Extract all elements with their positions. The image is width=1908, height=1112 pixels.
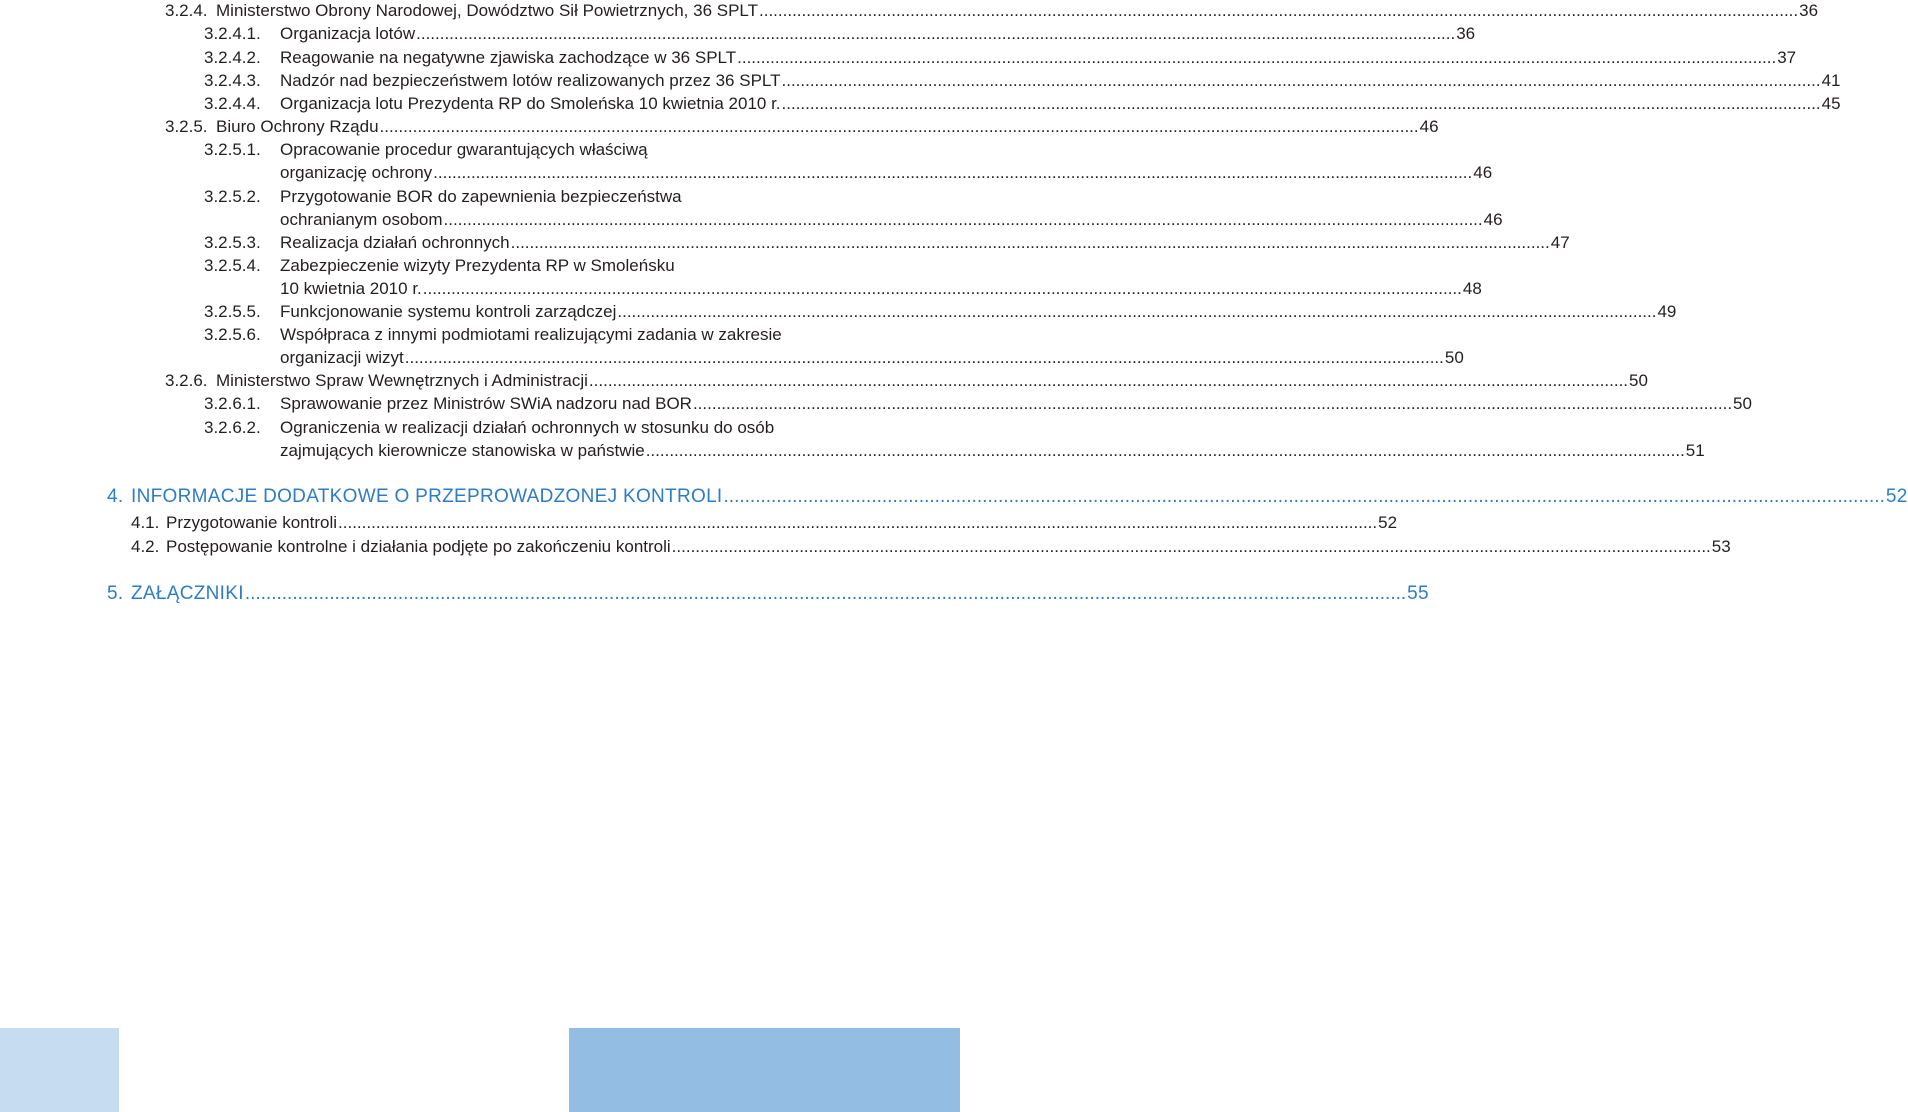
- toc-entry-page: 37: [1777, 48, 1797, 67]
- toc-entry-number: 3.2.5.2.: [204, 187, 261, 206]
- toc-entry-number: 3.2.4.1.: [204, 24, 261, 43]
- toc-entry-title: Ministerstwo Spraw Wewnętrznych i Administracji: [216, 371, 588, 390]
- toc-entry-title: Organizacja lotów: [280, 24, 416, 43]
- toc-entry-title-line1: Współpraca z innymi podmiotami realizującymi zadania w zakresie: [280, 325, 782, 344]
- toc-dot-leader: ............................................................................................................................................................................................................................: [737, 48, 1777, 67]
- toc-dot-leader: ............................................................................................................................................................................................................................: [416, 24, 1456, 43]
- toc-dot-leader: ............................................................................................................................................................................................................................: [433, 163, 1473, 182]
- footer-color-bar: [0, 1028, 960, 1112]
- footer-right-block: [569, 1028, 960, 1112]
- toc-entry-page: 49: [1657, 302, 1677, 321]
- toc-dot-leader: ............................................................................................................................................................................................................................: [244, 583, 1407, 604]
- toc-entry-page: 52: [1885, 486, 1908, 507]
- toc-entry-title: Realizacja działań ochronnych: [280, 233, 510, 252]
- toc-entry-title-line1: Ograniczenia w realizacji działań ochronnych w stosunku do osób: [280, 418, 775, 437]
- toc-entry-title: Nadzór nad bezpieczeństwem lotów realizowanych przez 36 SPLT: [280, 71, 781, 90]
- toc-entry-number: 5.: [107, 583, 124, 604]
- toc-entry-page: 45: [1821, 94, 1841, 113]
- toc-entry-number: 3.2.6.: [165, 371, 208, 390]
- toc-entry-number: 3.2.6.1.: [204, 394, 261, 413]
- toc-entry-title: ochranianym osobom: [280, 210, 443, 229]
- toc-dot-leader: ............................................................................................................................................................................................................................: [692, 394, 1733, 413]
- toc-entry-title: Postępowanie kontrolne i działania podjęte po zakończeniu kontroli: [166, 537, 671, 556]
- toc-entry-page: 50: [1733, 394, 1752, 413]
- toc-entry-title: Przygotowanie kontroli: [166, 513, 338, 532]
- toc-entry-page: 41: [1821, 71, 1841, 90]
- toc-entry-page: 47: [1550, 233, 1570, 252]
- toc-entry-number: 4.: [107, 486, 124, 507]
- toc-entry-title: zajmujących kierownicze stanowiska w państwie: [280, 441, 645, 460]
- toc-entry-title: ZAŁĄCZNIKI: [131, 583, 244, 604]
- toc-entry-page: 53: [1711, 537, 1731, 556]
- toc-entry-title: organizację ochrony: [280, 163, 433, 182]
- toc-entry-number: 3.2.4.: [165, 1, 208, 20]
- toc-entry-title: Reagowanie na negatywne zjawiska zachodzące w 36 SPLT: [280, 48, 737, 67]
- toc-entry-page: 36: [1456, 24, 1476, 43]
- toc-entry-title: organizacji wizyt: [280, 348, 404, 367]
- toc-dot-leader: ............................................................................................................................................................................................................................: [338, 513, 1378, 532]
- toc-dot-leader: ............................................................................................................................................................................................................................: [723, 486, 1885, 507]
- toc-entry-title: Funkcjonowanie systemu kontroli zarządczej: [280, 302, 617, 321]
- footer-left-block: [0, 1028, 119, 1112]
- toc-entry-page: 46: [1419, 117, 1439, 136]
- toc-dot-leader: ............................................................................................................................................................................................................................: [671, 537, 1711, 556]
- toc-entry-number: 3.2.6.2.: [204, 418, 261, 437]
- toc-entry-title-line1: Opracowanie procedur gwarantujących właściwą: [280, 140, 648, 159]
- toc-entry-title: Ministerstwo Obrony Narodowej, Dowództwo Sił Powietrznych, 36 SPLT: [216, 1, 759, 20]
- toc-dot-leader: ............................................................................................................................................................................................................................: [379, 117, 1419, 136]
- toc-entry-title: 10 kwietnia 2010 r.: [280, 279, 422, 298]
- toc-entry-page: 50: [1444, 348, 1464, 367]
- toc-entry-page: 48: [1462, 279, 1482, 298]
- toc-entry-title: Organizacja lotu Prezydenta RP do Smoleńska 10 kwietnia 2010 r.: [280, 94, 781, 113]
- toc-entry-number: 3.2.5.1.: [204, 140, 261, 159]
- toc-entry-title-line1: Zabezpieczenie wizyty Prezydenta RP w Smoleńsku: [280, 256, 675, 275]
- toc-entry-number: 3.2.4.3.: [204, 71, 261, 90]
- toc-dot-leader: ............................................................................................................................................................................................................................: [588, 371, 1629, 390]
- toc-entry-page: 36: [1799, 1, 1819, 20]
- toc-entry-title: Sprawowanie przez Ministrów SWiA nadzoru nad BOR: [280, 394, 692, 413]
- toc-dot-leader: ............................................................................................................................................................................................................................: [404, 348, 1444, 367]
- toc-entry-number: 3.2.5.4.: [204, 256, 261, 275]
- toc-dot-leader: ............................................................................................................................................................................................................................: [443, 210, 1483, 229]
- toc-dot-leader: ............................................................................................................................................................................................................................: [617, 302, 1657, 321]
- toc-entry-number: 4.1.: [131, 513, 160, 532]
- toc-entry-number: 3.2.4.4.: [204, 94, 261, 113]
- toc-entry-title: Biuro Ochrony Rządu: [216, 117, 379, 136]
- toc-entry-number: 3.2.5.3.: [204, 233, 261, 252]
- toc-entry-page: 55: [1407, 583, 1429, 604]
- toc-entry-number: 4.2.: [131, 537, 160, 556]
- toc-entry-title: INFORMACJE DODATKOWE O PRZEPROWADZONEJ KONTROLI: [131, 486, 723, 507]
- toc-entry-page: 46: [1483, 210, 1503, 229]
- toc-entry-title-line1: Przygotowanie BOR do zapewnienia bezpieczeństwa: [280, 187, 682, 206]
- toc-entry-number: 3.2.5.6.: [204, 325, 261, 344]
- toc-entry-number: 3.2.5.5.: [204, 302, 261, 321]
- toc-dot-leader: ............................................................................................................................................................................................................................: [510, 233, 1550, 252]
- toc-entry-page: 51: [1685, 441, 1705, 460]
- toc-entry-page: 46: [1473, 163, 1493, 182]
- toc-entry-number: 3.2.5.: [165, 117, 208, 136]
- toc-dot-leader: ............................................................................................................................................................................................................................: [422, 279, 1462, 298]
- toc-dot-leader: ............................................................................................................................................................................................................................: [781, 71, 1821, 90]
- toc-entry-page: 50: [1629, 371, 1648, 390]
- toc-dot-leader: ............................................................................................................................................................................................................................: [781, 94, 1821, 113]
- toc-dot-leader: ............................................................................................................................................................................................................................: [645, 441, 1685, 460]
- toc-entry-number: 3.2.4.2.: [204, 48, 261, 67]
- toc-dot-leader: ............................................................................................................................................................................................................................: [759, 1, 1799, 20]
- toc-entry-page: 52: [1378, 513, 1398, 532]
